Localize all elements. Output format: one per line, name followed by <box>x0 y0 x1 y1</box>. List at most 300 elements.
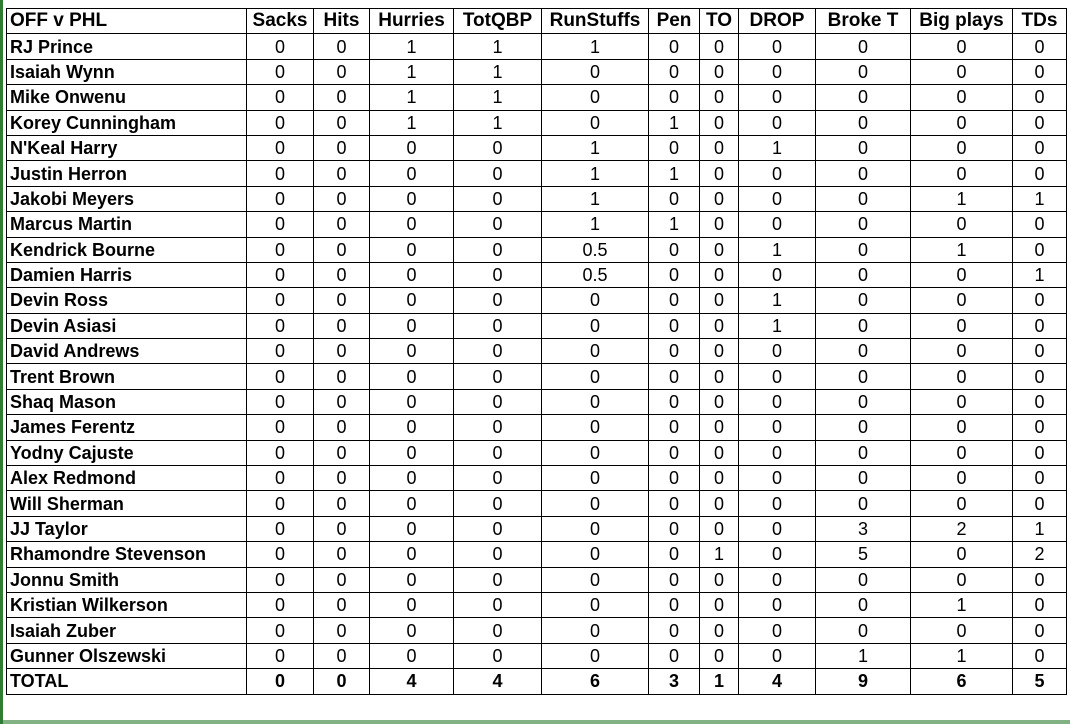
player-name-cell[interactable]: Rhamondre Stevenson <box>7 542 247 567</box>
stat-cell[interactable]: 0 <box>739 440 816 465</box>
column-header[interactable]: DROP <box>739 9 816 34</box>
player-name-cell[interactable]: RJ Prince <box>7 34 247 59</box>
stat-cell[interactable]: 0 <box>542 643 649 668</box>
stat-cell[interactable]: 0 <box>649 85 700 110</box>
stat-cell[interactable]: 0 <box>911 364 1013 389</box>
stat-cell[interactable]: 0 <box>649 59 700 84</box>
stat-cell[interactable]: 0 <box>454 262 542 287</box>
stat-cell[interactable]: 0 <box>649 389 700 414</box>
stat-cell[interactable]: 0 <box>1013 313 1067 338</box>
stat-cell[interactable]: 0 <box>370 288 454 313</box>
stat-cell[interactable]: 0 <box>911 466 1013 491</box>
stat-cell[interactable]: 0 <box>700 339 739 364</box>
stat-cell[interactable]: 0 <box>454 491 542 516</box>
stat-cell[interactable]: 0 <box>816 186 911 211</box>
player-name-cell[interactable]: Kristian Wilkerson <box>7 592 247 617</box>
stat-cell[interactable]: 3 <box>816 516 911 541</box>
stat-cell[interactable]: 0 <box>542 59 649 84</box>
stat-cell[interactable]: 0 <box>542 516 649 541</box>
stat-cell[interactable]: 0 <box>247 415 314 440</box>
column-header[interactable]: TotQBP <box>454 9 542 34</box>
stat-cell[interactable]: 0 <box>700 34 739 59</box>
stat-cell[interactable]: 0 <box>454 364 542 389</box>
stat-cell[interactable]: 0 <box>1013 643 1067 668</box>
stat-cell[interactable]: 0 <box>454 542 542 567</box>
stat-cell[interactable]: 1 <box>542 161 649 186</box>
stat-cell[interactable]: 0 <box>911 34 1013 59</box>
stat-cell[interactable]: 0 <box>542 389 649 414</box>
stat-cell[interactable]: 0 <box>700 466 739 491</box>
stat-cell[interactable]: 0 <box>739 389 816 414</box>
stat-cell[interactable]: 0 <box>816 415 911 440</box>
stat-cell[interactable]: 0 <box>247 262 314 287</box>
stat-cell[interactable]: 1 <box>370 110 454 135</box>
stat-cell[interactable]: 1 <box>649 212 700 237</box>
stat-cell[interactable]: 0 <box>911 85 1013 110</box>
stat-cell[interactable]: 0 <box>649 567 700 592</box>
stat-cell[interactable]: 0 <box>911 313 1013 338</box>
total-label-cell[interactable]: TOTAL <box>7 669 247 694</box>
stat-cell[interactable]: 0 <box>1013 364 1067 389</box>
stat-cell[interactable]: 0 <box>314 186 370 211</box>
stat-cell[interactable]: 0 <box>700 110 739 135</box>
stat-cell[interactable]: 0 <box>739 567 816 592</box>
stat-cell[interactable]: 0 <box>542 313 649 338</box>
stat-cell[interactable]: 0 <box>314 618 370 643</box>
stat-cell[interactable]: 0 <box>314 643 370 668</box>
stat-cell[interactable]: 0 <box>1013 110 1067 135</box>
player-name-cell[interactable]: Will Sherman <box>7 491 247 516</box>
player-name-cell[interactable]: Jonnu Smith <box>7 567 247 592</box>
stat-cell[interactable]: 0 <box>911 288 1013 313</box>
total-value-cell[interactable]: 0 <box>247 669 314 694</box>
stat-cell[interactable]: 0 <box>247 364 314 389</box>
stat-cell[interactable]: 0 <box>739 643 816 668</box>
stat-cell[interactable]: 0 <box>700 415 739 440</box>
stat-cell[interactable]: 0 <box>314 364 370 389</box>
stat-cell[interactable]: 0 <box>911 491 1013 516</box>
stat-cell[interactable]: 0 <box>454 212 542 237</box>
player-name-cell[interactable]: JJ Taylor <box>7 516 247 541</box>
stat-cell[interactable]: 0 <box>314 516 370 541</box>
stat-cell[interactable]: 0 <box>1013 466 1067 491</box>
stat-cell[interactable]: 0 <box>454 161 542 186</box>
stat-cell[interactable]: 0 <box>314 34 370 59</box>
stat-cell[interactable]: 1 <box>739 135 816 160</box>
stat-cell[interactable]: 0 <box>542 364 649 389</box>
stat-cell[interactable]: 1 <box>816 643 911 668</box>
stat-cell[interactable]: 0 <box>1013 59 1067 84</box>
stat-cell[interactable]: 0 <box>911 415 1013 440</box>
stat-cell[interactable]: 0 <box>370 212 454 237</box>
stat-cell[interactable]: 0 <box>911 618 1013 643</box>
stat-cell[interactable]: 0 <box>739 339 816 364</box>
stat-cell[interactable]: 0 <box>542 415 649 440</box>
column-header[interactable]: Broke T <box>816 9 911 34</box>
stat-cell[interactable]: 0 <box>454 237 542 262</box>
stat-cell[interactable]: 0 <box>700 592 739 617</box>
stat-cell[interactable]: 0 <box>454 389 542 414</box>
stat-cell[interactable]: 0 <box>1013 592 1067 617</box>
stat-cell[interactable]: 0 <box>314 161 370 186</box>
column-header[interactable]: Pen <box>649 9 700 34</box>
stat-cell[interactable]: 2 <box>911 516 1013 541</box>
stat-cell[interactable]: 0 <box>1013 161 1067 186</box>
stat-cell[interactable]: 1 <box>739 288 816 313</box>
stat-cell[interactable]: 0 <box>370 161 454 186</box>
stat-cell[interactable]: 0 <box>542 542 649 567</box>
stat-cell[interactable]: 0 <box>314 415 370 440</box>
stat-cell[interactable]: 0 <box>370 466 454 491</box>
stat-cell[interactable]: 1 <box>370 59 454 84</box>
stat-cell[interactable]: 0 <box>247 34 314 59</box>
stat-cell[interactable]: 0 <box>911 389 1013 414</box>
column-header[interactable]: TO <box>700 9 739 34</box>
player-name-cell[interactable]: Kendrick Bourne <box>7 237 247 262</box>
stat-cell[interactable]: 0 <box>314 592 370 617</box>
stat-cell[interactable]: 0 <box>314 237 370 262</box>
stat-cell[interactable]: 0 <box>1013 415 1067 440</box>
stat-cell[interactable]: 0 <box>370 313 454 338</box>
stat-cell[interactable]: 0 <box>542 110 649 135</box>
stat-cell[interactable]: 1 <box>739 313 816 338</box>
stat-cell[interactable]: 0 <box>247 161 314 186</box>
stat-cell[interactable]: 0 <box>370 186 454 211</box>
stat-cell[interactable]: 0 <box>649 364 700 389</box>
stat-cell[interactable]: 0 <box>700 491 739 516</box>
stat-cell[interactable]: 0 <box>816 440 911 465</box>
stat-cell[interactable]: 0 <box>454 288 542 313</box>
stat-cell[interactable]: 0 <box>247 618 314 643</box>
stat-cell[interactable]: 0 <box>370 592 454 617</box>
stat-cell[interactable]: 0 <box>314 567 370 592</box>
stat-cell[interactable]: 0 <box>649 186 700 211</box>
total-value-cell[interactable]: 6 <box>542 669 649 694</box>
stat-cell[interactable]: 0 <box>1013 440 1067 465</box>
stat-cell[interactable]: 0 <box>370 262 454 287</box>
stat-cell[interactable]: 0 <box>739 542 816 567</box>
stat-cell[interactable]: 0 <box>700 313 739 338</box>
stat-cell[interactable]: 0 <box>370 339 454 364</box>
stat-cell[interactable]: 0 <box>370 135 454 160</box>
stat-cell[interactable]: 0 <box>247 186 314 211</box>
stat-cell[interactable]: 0 <box>370 618 454 643</box>
stat-cell[interactable]: 0 <box>649 618 700 643</box>
stat-cell[interactable]: 0 <box>314 110 370 135</box>
stat-cell[interactable]: 0 <box>911 440 1013 465</box>
stat-cell[interactable]: 0 <box>649 313 700 338</box>
stat-cell[interactable]: 0 <box>1013 34 1067 59</box>
stat-cell[interactable]: 0 <box>739 161 816 186</box>
stat-cell[interactable]: 0 <box>649 237 700 262</box>
stat-cell[interactable]: 0 <box>542 85 649 110</box>
stat-cell[interactable]: 0 <box>314 288 370 313</box>
stat-cell[interactable]: 0 <box>542 466 649 491</box>
player-name-cell[interactable]: Marcus Martin <box>7 212 247 237</box>
stat-cell[interactable]: 0 <box>314 135 370 160</box>
stat-cell[interactable]: 0 <box>816 34 911 59</box>
stat-cell[interactable]: 0 <box>370 389 454 414</box>
stat-cell[interactable]: 0 <box>816 364 911 389</box>
stat-cell[interactable]: 1 <box>911 237 1013 262</box>
stat-cell[interactable]: 0 <box>454 135 542 160</box>
stat-cell[interactable]: 1 <box>649 110 700 135</box>
stat-cell[interactable]: 0 <box>247 516 314 541</box>
stat-cell[interactable]: 5 <box>816 542 911 567</box>
stat-cell[interactable]: 1 <box>1013 186 1067 211</box>
column-header[interactable]: RunStuffs <box>542 9 649 34</box>
player-name-cell[interactable]: Korey Cunningham <box>7 110 247 135</box>
stat-cell[interactable]: 0 <box>739 186 816 211</box>
player-name-cell[interactable]: James Ferentz <box>7 415 247 440</box>
stat-cell[interactable]: 0 <box>649 415 700 440</box>
stat-cell[interactable]: 0 <box>370 364 454 389</box>
stat-cell[interactable]: 0 <box>649 542 700 567</box>
stat-cell[interactable]: 0 <box>816 339 911 364</box>
stat-cell[interactable]: 0 <box>1013 339 1067 364</box>
stat-cell[interactable]: 0 <box>816 161 911 186</box>
stat-cell[interactable]: 0 <box>649 592 700 617</box>
stat-cell[interactable]: 0 <box>247 542 314 567</box>
stat-cell[interactable]: 1 <box>911 186 1013 211</box>
stat-cell[interactable]: 0 <box>542 592 649 617</box>
stat-cell[interactable]: 0 <box>911 59 1013 84</box>
stat-cell[interactable]: 0 <box>816 212 911 237</box>
player-name-cell[interactable]: Gunner Olszewski <box>7 643 247 668</box>
stat-cell[interactable]: 0 <box>370 643 454 668</box>
stat-cell[interactable]: 0 <box>700 364 739 389</box>
stat-cell[interactable]: 0 <box>454 313 542 338</box>
stat-cell[interactable]: 0 <box>700 85 739 110</box>
stat-cell[interactable]: 0 <box>816 313 911 338</box>
stat-cell[interactable]: 0 <box>816 110 911 135</box>
stat-cell[interactable]: 0 <box>739 262 816 287</box>
stat-cell[interactable]: 0 <box>454 339 542 364</box>
stat-cell[interactable]: 0 <box>370 415 454 440</box>
player-name-cell[interactable]: Mike Onwenu <box>7 85 247 110</box>
stat-cell[interactable]: 0 <box>454 643 542 668</box>
stat-cell[interactable]: 0 <box>649 643 700 668</box>
stat-cell[interactable]: 0 <box>816 135 911 160</box>
stat-cell[interactable]: 0 <box>911 212 1013 237</box>
stat-cell[interactable]: 0 <box>542 491 649 516</box>
stat-cell[interactable]: 0 <box>649 339 700 364</box>
stat-cell[interactable]: 0 <box>816 85 911 110</box>
stat-cell[interactable]: 0 <box>1013 85 1067 110</box>
stat-cell[interactable]: 0 <box>700 135 739 160</box>
stat-cell[interactable]: 0 <box>247 491 314 516</box>
stat-cell[interactable]: 0 <box>247 643 314 668</box>
stat-cell[interactable]: 0 <box>370 440 454 465</box>
player-name-cell[interactable]: Isaiah Wynn <box>7 59 247 84</box>
stat-cell[interactable]: 0 <box>247 466 314 491</box>
player-name-cell[interactable]: Jakobi Meyers <box>7 186 247 211</box>
stat-cell[interactable]: 0 <box>314 542 370 567</box>
stat-cell[interactable]: 0 <box>370 237 454 262</box>
stat-cell[interactable]: 0 <box>911 339 1013 364</box>
stat-cell[interactable]: 0 <box>649 440 700 465</box>
total-value-cell[interactable]: 3 <box>649 669 700 694</box>
stat-cell[interactable]: 0 <box>314 339 370 364</box>
stat-cell[interactable]: 0 <box>370 567 454 592</box>
player-name-cell[interactable]: Yodny Cajuste <box>7 440 247 465</box>
stat-cell[interactable]: 0 <box>649 516 700 541</box>
player-name-cell[interactable]: Shaq Mason <box>7 389 247 414</box>
column-header[interactable]: Sacks <box>247 9 314 34</box>
player-name-cell[interactable]: Devin Ross <box>7 288 247 313</box>
column-header[interactable]: Hits <box>314 9 370 34</box>
stat-cell[interactable]: 0 <box>911 161 1013 186</box>
stat-cell[interactable]: 0 <box>700 643 739 668</box>
stat-cell[interactable]: 0 <box>454 440 542 465</box>
stat-cell[interactable]: 0 <box>739 59 816 84</box>
stat-cell[interactable]: 0 <box>247 567 314 592</box>
stat-cell[interactable]: 0 <box>816 59 911 84</box>
stat-cell[interactable]: 0 <box>314 59 370 84</box>
stat-cell[interactable]: 1 <box>542 212 649 237</box>
total-value-cell[interactable]: 5 <box>1013 669 1067 694</box>
total-value-cell[interactable]: 6 <box>911 669 1013 694</box>
stat-cell[interactable]: 0 <box>911 542 1013 567</box>
stat-cell[interactable]: 0 <box>370 516 454 541</box>
stat-cell[interactable]: 1 <box>739 237 816 262</box>
stat-cell[interactable]: 1 <box>454 110 542 135</box>
stat-cell[interactable]: 0 <box>1013 237 1067 262</box>
stat-cell[interactable]: 0 <box>700 389 739 414</box>
stat-cell[interactable]: 0 <box>739 592 816 617</box>
stat-cell[interactable]: 1 <box>911 592 1013 617</box>
stat-cell[interactable]: 0 <box>649 288 700 313</box>
stat-cell[interactable]: 0 <box>454 567 542 592</box>
stat-cell[interactable]: 0 <box>700 59 739 84</box>
stat-cell[interactable]: 0 <box>911 567 1013 592</box>
stat-cell[interactable]: 1 <box>911 643 1013 668</box>
stat-cell[interactable]: 0 <box>1013 491 1067 516</box>
stat-cell[interactable]: 0 <box>454 186 542 211</box>
total-value-cell[interactable]: 1 <box>700 669 739 694</box>
stat-cell[interactable]: 0 <box>1013 288 1067 313</box>
stat-cell[interactable]: 0 <box>739 85 816 110</box>
column-header[interactable]: TDs <box>1013 9 1067 34</box>
stat-cell[interactable]: 0 <box>739 34 816 59</box>
stat-cell[interactable]: 0 <box>649 34 700 59</box>
stat-cell[interactable]: 0 <box>1013 389 1067 414</box>
stat-cell[interactable]: 0 <box>739 110 816 135</box>
stat-cell[interactable]: 0 <box>816 389 911 414</box>
stat-cell[interactable]: 0 <box>247 592 314 617</box>
stat-cell[interactable]: 0 <box>816 567 911 592</box>
stat-cell[interactable]: 1 <box>1013 262 1067 287</box>
stat-cell[interactable]: 0 <box>247 339 314 364</box>
stat-cell[interactable]: 0 <box>247 237 314 262</box>
stat-cell[interactable]: 2 <box>1013 542 1067 567</box>
total-value-cell[interactable]: 4 <box>454 669 542 694</box>
stat-cell[interactable]: 0 <box>542 339 649 364</box>
stat-cell[interactable]: 0 <box>247 110 314 135</box>
stat-cell[interactable]: 0 <box>542 288 649 313</box>
stat-cell[interactable]: 0 <box>816 466 911 491</box>
stat-cell[interactable]: 0 <box>314 212 370 237</box>
stat-cell[interactable]: 0 <box>816 618 911 643</box>
stat-cell[interactable]: 0 <box>739 491 816 516</box>
stat-cell[interactable]: 0 <box>816 288 911 313</box>
stat-cell[interactable]: 1 <box>454 59 542 84</box>
stat-cell[interactable]: 0 <box>370 542 454 567</box>
stat-cell[interactable]: 0 <box>700 516 739 541</box>
stat-cell[interactable]: 0 <box>314 440 370 465</box>
stat-cell[interactable]: 0 <box>816 262 911 287</box>
stat-cell[interactable]: 0.5 <box>542 237 649 262</box>
stat-cell[interactable]: 0 <box>739 212 816 237</box>
stat-cell[interactable]: 0 <box>314 313 370 338</box>
total-value-cell[interactable]: 0 <box>314 669 370 694</box>
total-value-cell[interactable]: 4 <box>370 669 454 694</box>
stat-cell[interactable]: 1 <box>649 161 700 186</box>
stat-cell[interactable]: 0 <box>542 618 649 643</box>
player-name-cell[interactable]: N'Keal Harry <box>7 135 247 160</box>
stat-cell[interactable]: 0 <box>739 618 816 643</box>
stat-cell[interactable]: 0 <box>247 440 314 465</box>
player-name-cell[interactable]: Alex Redmond <box>7 466 247 491</box>
stat-cell[interactable]: 0 <box>247 313 314 338</box>
stat-cell[interactable]: 0 <box>314 466 370 491</box>
stat-cell[interactable]: 0 <box>1013 135 1067 160</box>
stat-cell[interactable]: 0 <box>314 389 370 414</box>
stat-cell[interactable]: 0 <box>542 567 649 592</box>
stat-cell[interactable]: 1 <box>370 34 454 59</box>
stat-cell[interactable]: 0 <box>911 262 1013 287</box>
stat-cell[interactable]: 0 <box>911 135 1013 160</box>
stat-cell[interactable]: 0 <box>649 491 700 516</box>
stat-cell[interactable]: 0 <box>454 516 542 541</box>
stat-cell[interactable]: 0 <box>816 592 911 617</box>
stat-cell[interactable]: 0 <box>247 85 314 110</box>
stat-cell[interactable]: 0 <box>649 466 700 491</box>
stat-cell[interactable]: 0 <box>649 135 700 160</box>
stat-cell[interactable]: 0 <box>700 440 739 465</box>
stat-cell[interactable]: 0 <box>739 364 816 389</box>
stat-cell[interactable]: 0 <box>816 237 911 262</box>
stat-cell[interactable]: 0 <box>739 466 816 491</box>
stat-cell[interactable]: 0 <box>454 592 542 617</box>
stat-cell[interactable]: 0 <box>454 415 542 440</box>
stat-cell[interactable]: 0 <box>700 161 739 186</box>
stat-cell[interactable]: 0 <box>247 135 314 160</box>
stat-cell[interactable]: 0 <box>700 618 739 643</box>
player-name-cell[interactable]: Justin Herron <box>7 161 247 186</box>
stat-cell[interactable]: 0 <box>700 262 739 287</box>
stat-cell[interactable]: 1 <box>1013 516 1067 541</box>
stat-cell[interactable]: 0 <box>1013 618 1067 643</box>
stat-cell[interactable]: 0 <box>1013 212 1067 237</box>
stat-cell[interactable]: 0 <box>370 491 454 516</box>
stat-cell[interactable]: 0 <box>542 440 649 465</box>
stat-cell[interactable]: 0 <box>247 59 314 84</box>
stat-cell[interactable]: 0 <box>649 262 700 287</box>
stat-cell[interactable]: 1 <box>542 186 649 211</box>
column-header[interactable]: Big plays <box>911 9 1013 34</box>
column-header[interactable]: OFF v PHL <box>7 9 247 34</box>
stat-cell[interactable]: 1 <box>454 34 542 59</box>
stat-cell[interactable]: 0 <box>816 491 911 516</box>
player-name-cell[interactable]: David Andrews <box>7 339 247 364</box>
stat-cell[interactable]: 1 <box>454 85 542 110</box>
stat-cell[interactable]: 0 <box>247 212 314 237</box>
stat-cell[interactable]: 0 <box>454 618 542 643</box>
stat-cell[interactable]: 1 <box>542 34 649 59</box>
stat-cell[interactable]: 0 <box>700 212 739 237</box>
stat-cell[interactable]: 0 <box>1013 567 1067 592</box>
